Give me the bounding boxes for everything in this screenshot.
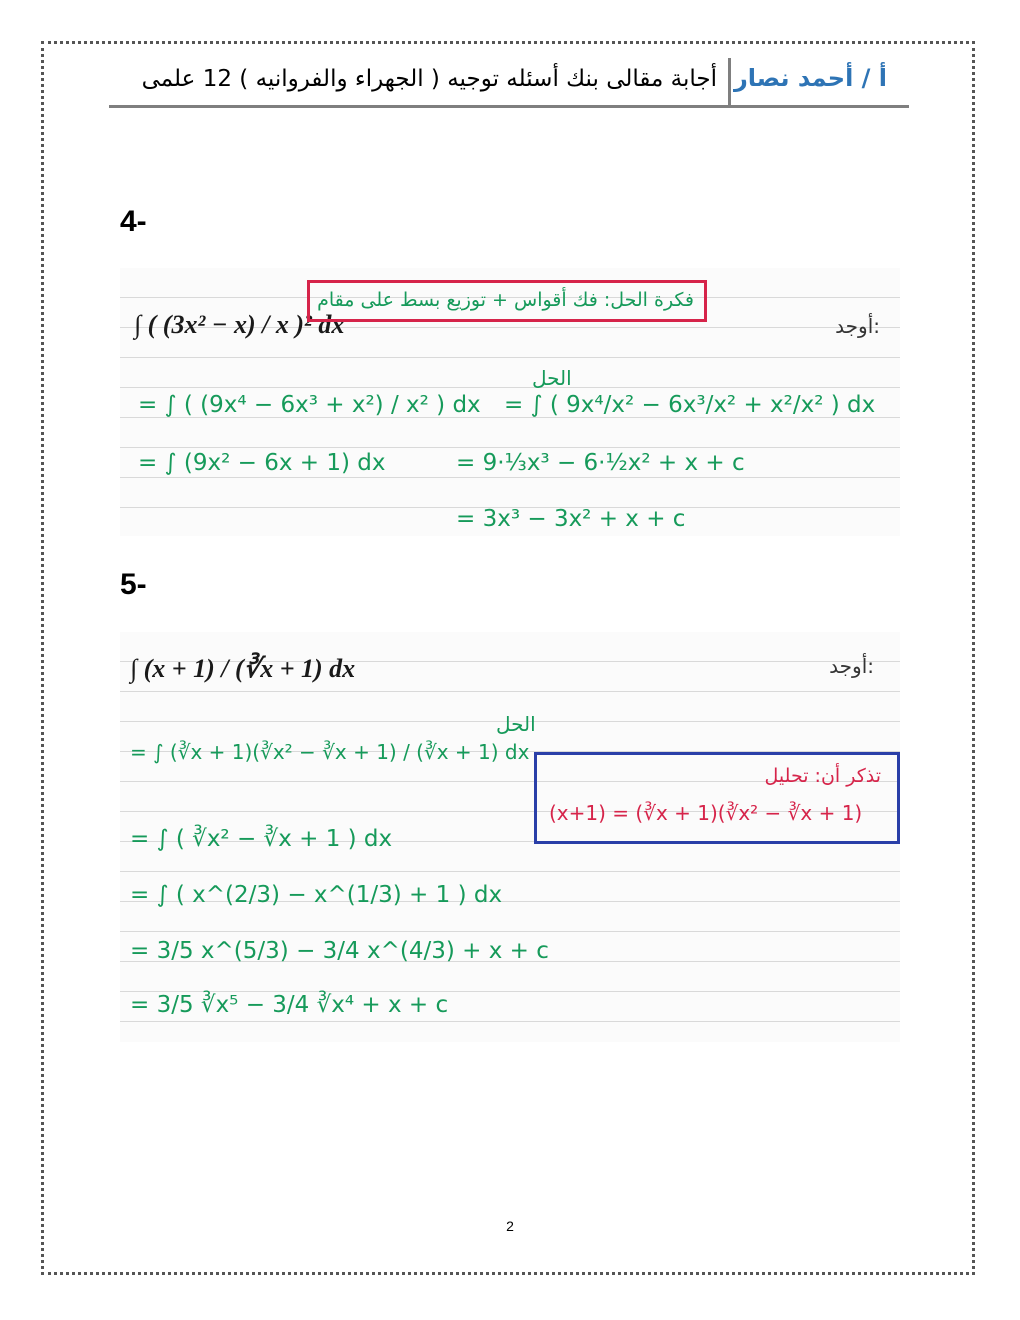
author-name: أ / أحمد نصار [733,64,887,92]
question-5-note-box [534,752,900,844]
document-title: أجابة مقالى بنك أسئله توجيه ( الجهراء والفروانيه ) 12 علمى [141,66,717,92]
question-4-hint-box [307,280,707,322]
question-5-step-4: = 3/5 x^(5/3) − 3/4 x^(4/3) + x + c [130,938,549,964]
question-5-solution-label: الحل [496,712,536,736]
question-5-find-label: أوجد: [829,654,874,678]
question-4-find-label: أوجد: [835,314,880,338]
question-5-problem: ∫ (x + 1) / (∛x + 1) dx [130,654,356,683]
question-4-number: 4- [120,205,147,238]
question-4-step-4: = 9·⅓x³ − 6·½x² + x + c [456,450,745,476]
page-number: 2 [506,1218,514,1234]
question-5-note-formula: (x+1) = (∛x + 1)(∛x² − ∛x + 1) [549,801,863,825]
question-4-hint: فكرة الحل: فك أقواس + توزيع بسط على مقام [317,289,694,311]
question-5-note-title: تذكر أن: تحليل [764,765,881,787]
question-5-step-3: = ∫ ( x^(2/3) − x^(1/3) + 1 ) dx [130,882,503,908]
question-5-step-5: = 3/5 ∛x⁵ − 3/4 ∛x⁴ + x + c [130,992,449,1018]
question-4-step-5: = 3x³ − 3x² + x + c [456,506,686,532]
question-4-step-1: = ∫ ( (9x⁴ − 6x³ + x²) / x² ) dx [138,392,481,418]
question-4-solution-label: الحل [532,366,572,390]
page-header [109,58,909,108]
question-5-step-2: = ∫ ( ∛x² − ∛x + 1 ) dx [130,826,393,852]
question-5-panel [120,632,900,1042]
question-5-number: 5- [120,568,147,601]
question-4-step-3: = ∫ (9x² − 6x + 1) dx [138,450,386,476]
header-separator [728,58,731,108]
question-4-problem: ∫ ( (3x² − x) / x )² dx [134,310,345,339]
question-5-step-1: = ∫ (∛x + 1)(∛x² − ∛x + 1) / (∛x + 1) dx [130,740,530,764]
question-4-step-2: = ∫ ( 9x⁴/x² − 6x³/x² + x²/x² ) dx [504,392,876,418]
question-4-panel [120,268,900,536]
